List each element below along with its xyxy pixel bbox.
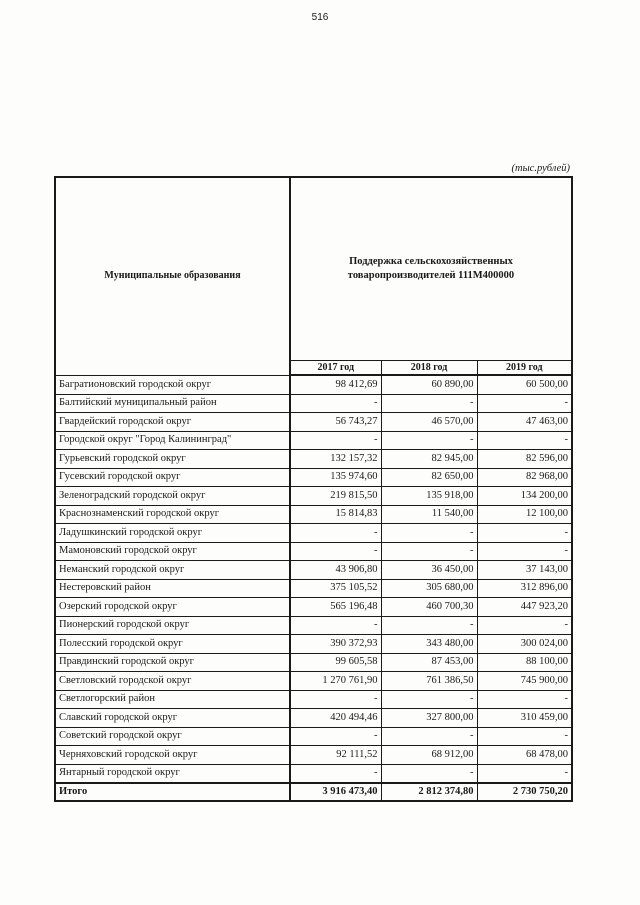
table-row: [55, 524, 572, 543]
value-2019: -: [477, 764, 572, 783]
total-label: Итого: [55, 783, 290, 801]
municipality-name: Советский городской округ: [55, 727, 290, 746]
value-2017: -: [290, 542, 381, 561]
value-2019: 82 596,00: [477, 450, 572, 469]
municipality-name: Зеленоградский городской округ: [55, 487, 290, 506]
page-number: 516: [311, 12, 329, 23]
value-2018: -: [381, 764, 477, 783]
table-row: [55, 653, 572, 672]
value-2017: -: [290, 690, 381, 709]
table-row: [55, 764, 572, 783]
value-2018: 460 700,30: [381, 598, 477, 617]
table-row: [55, 709, 572, 728]
header-year-2018: 2018 год: [381, 361, 477, 376]
value-2017: -: [290, 616, 381, 635]
value-2018: 327 800,00: [381, 709, 477, 728]
value-2019: 68 478,00: [477, 746, 572, 765]
value-2019: 47 463,00: [477, 413, 572, 432]
value-2018: -: [381, 524, 477, 543]
municipality-name: Светловский городской округ: [55, 672, 290, 691]
value-2019: -: [477, 616, 572, 635]
value-2018: 343 480,00: [381, 635, 477, 654]
value-2017: 219 815,50: [290, 487, 381, 506]
municipality-name: Полесский городской округ: [55, 635, 290, 654]
total-2017: 3 916 473,40: [290, 783, 381, 801]
value-2017: -: [290, 431, 381, 450]
value-2019: -: [477, 524, 572, 543]
value-2017: 98 412,69: [290, 375, 381, 394]
table-row: [55, 468, 572, 487]
units-label: (тыс.рублей): [511, 163, 570, 174]
value-2017: -: [290, 727, 381, 746]
value-2018: 60 890,00: [381, 375, 477, 394]
value-2018: -: [381, 394, 477, 413]
value-2019: 745 900,00: [477, 672, 572, 691]
total-2019: 2 730 750,20: [477, 783, 572, 801]
table-row: [55, 635, 572, 654]
value-2018: -: [381, 542, 477, 561]
value-2017: 135 974,60: [290, 468, 381, 487]
table-row: [55, 394, 572, 413]
table-row: [55, 690, 572, 709]
value-2017: 420 494,46: [290, 709, 381, 728]
table-row: [55, 431, 572, 450]
header-support-program: Поддержка сельскохозяйственных товаропроизводителей 111M400000: [290, 177, 572, 361]
value-2017: 99 605,58: [290, 653, 381, 672]
table-row: [55, 727, 572, 746]
table-row: [55, 375, 572, 394]
municipality-name: Гурьевский городской округ: [55, 450, 290, 469]
table-row: [55, 561, 572, 580]
value-2019: 312 896,00: [477, 579, 572, 598]
table-row: [55, 413, 572, 432]
value-2018: 87 453,00: [381, 653, 477, 672]
value-2018: -: [381, 616, 477, 635]
municipality-name: Правдинский городской округ: [55, 653, 290, 672]
header-year-2017: 2017 год: [290, 361, 381, 376]
value-2019: -: [477, 431, 572, 450]
municipality-name: Янтарный городской округ: [55, 764, 290, 783]
municipality-name: Черняховский городской округ: [55, 746, 290, 765]
value-2017: 1 270 761,90: [290, 672, 381, 691]
value-2019: -: [477, 727, 572, 746]
municipality-name: Нестеровский район: [55, 579, 290, 598]
value-2018: 68 912,00: [381, 746, 477, 765]
table-row: [55, 450, 572, 469]
value-2017: 132 157,32: [290, 450, 381, 469]
table-row: [55, 487, 572, 506]
total-row: [55, 783, 572, 801]
value-2019: 447 923,20: [477, 598, 572, 617]
value-2019: -: [477, 394, 572, 413]
value-2018: 761 386,50: [381, 672, 477, 691]
value-2017: -: [290, 764, 381, 783]
value-2018: -: [381, 690, 477, 709]
value-2019: -: [477, 690, 572, 709]
value-2018: 46 570,00: [381, 413, 477, 432]
value-2017: 390 372,93: [290, 635, 381, 654]
header-year-2019: 2019 год: [477, 361, 572, 376]
municipality-name: Балтийский муниципальный район: [55, 394, 290, 413]
value-2019: -: [477, 542, 572, 561]
value-2017: 56 743,27: [290, 413, 381, 432]
budget-table: [54, 176, 573, 802]
value-2019: 37 143,00: [477, 561, 572, 580]
table-row: [55, 598, 572, 617]
value-2017: 43 906,80: [290, 561, 381, 580]
value-2018: 82 945,00: [381, 450, 477, 469]
value-2017: 375 105,52: [290, 579, 381, 598]
value-2018: 36 450,00: [381, 561, 477, 580]
value-2019: 82 968,00: [477, 468, 572, 487]
value-2017: 15 814,83: [290, 505, 381, 524]
municipality-name: Пионерский городской округ: [55, 616, 290, 635]
municipality-name: Гусевский городской округ: [55, 468, 290, 487]
table-row: [55, 542, 572, 561]
municipality-name: Озерский городской округ: [55, 598, 290, 617]
table-row: [55, 616, 572, 635]
value-2019: 310 459,00: [477, 709, 572, 728]
value-2018: 305 680,00: [381, 579, 477, 598]
value-2019: 134 200,00: [477, 487, 572, 506]
value-2019: 300 024,00: [477, 635, 572, 654]
value-2019: 88 100,00: [477, 653, 572, 672]
table-row: [55, 672, 572, 691]
municipality-name: Багратионовский городской округ: [55, 375, 290, 394]
value-2018: 135 918,00: [381, 487, 477, 506]
value-2017: 565 196,48: [290, 598, 381, 617]
table-row: [55, 746, 572, 765]
municipality-name: Славский городской округ: [55, 709, 290, 728]
value-2017: -: [290, 524, 381, 543]
value-2019: 60 500,00: [477, 375, 572, 394]
municipality-name: Ладушкинский городской округ: [55, 524, 290, 543]
table-row: [55, 579, 572, 598]
value-2018: 82 650,00: [381, 468, 477, 487]
value-2018: -: [381, 431, 477, 450]
municipality-name: Краснознаменский городской округ: [55, 505, 290, 524]
header-municipalities: Муниципальные образования: [55, 177, 290, 375]
municipality-name: Светлогорский район: [55, 690, 290, 709]
total-2018: 2 812 374,80: [381, 783, 477, 801]
value-2018: -: [381, 727, 477, 746]
municipality-name: Гвардейский городской округ: [55, 413, 290, 432]
table-body: [55, 375, 572, 783]
value-2019: 12 100,00: [477, 505, 572, 524]
value-2017: -: [290, 394, 381, 413]
municipality-name: Городской округ "Город Калининград": [55, 431, 290, 450]
value-2018: 11 540,00: [381, 505, 477, 524]
table-row: [55, 505, 572, 524]
value-2017: 92 111,52: [290, 746, 381, 765]
municipality-name: Неманский городской округ: [55, 561, 290, 580]
municipality-name: Мамоновский городской округ: [55, 542, 290, 561]
